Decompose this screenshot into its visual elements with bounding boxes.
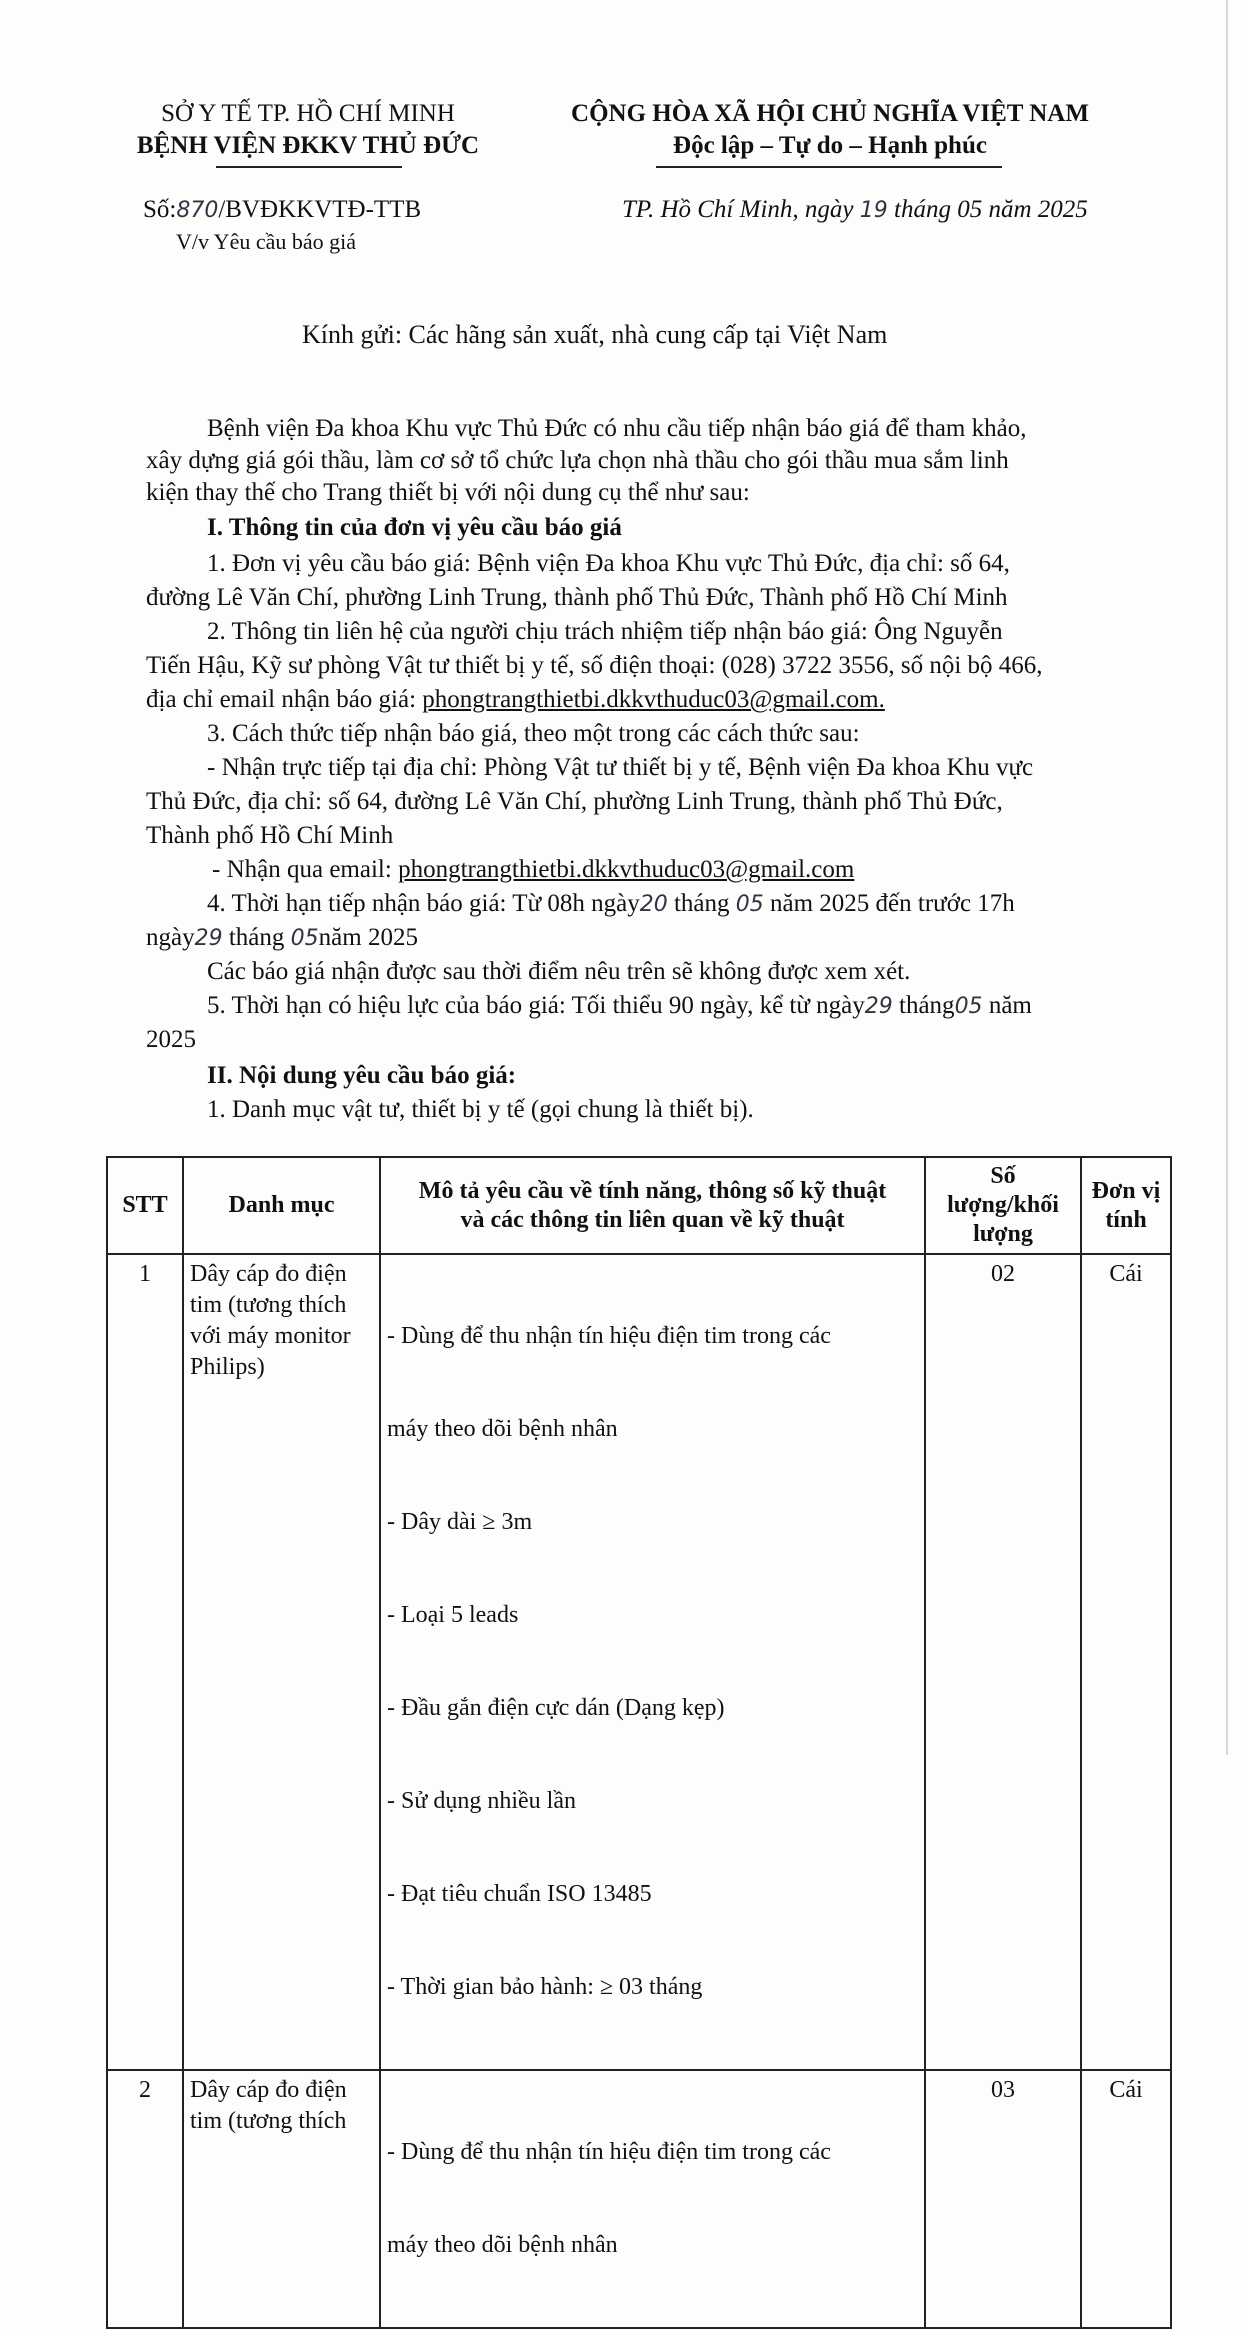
s1-p3-line-2: - Nhận trực tiếp tại địa chỉ: Phòng Vật tư thiết bị y tế, Bệnh viện Đa khoa Khu vực [207,754,1034,781]
row-desc: - Dùng để thu nhận tín hiệu điện tim trong các máy theo dõi bệnh nhân - Dây dài ≥ 3m - Loại 5 leads - Đầu gắn điện cực dán (Dạng kẹp) - Sử dụng nhiều lần - Đạt tiêu chuẩn ISO 13485 - Thời gian bảo hành: ≥ 03 tháng [380,1254,925,2070]
row-qty: 02 [925,1254,1081,2070]
col-name: Danh mục [183,1157,380,1254]
s1-p4-line-1: 4. Thời hạn tiếp nhận báo giá: Từ 08h ngày20 tháng 05 năm 2025 đến trước 17h [207,890,1015,917]
salutation: Kính gửi: Các hãng sản xuất, nhà cung cấp tại Việt Nam [302,320,888,349]
row-stt: 2 [107,2070,183,2328]
table-row [107,2070,1171,2328]
doc-number: Số:870/BVĐKKVTĐ-TTB [143,196,422,223]
row-qty: 03 [925,2070,1081,2328]
s1-p5-line-2: 2025 [146,1026,196,1053]
row-unit: Cái [1081,1254,1171,2070]
s1-p3-line-3: Thủ Đức, địa chỉ: số 64, đường Lê Văn Chí, phường Linh Trung, thành phố Thủ Đức, [146,788,1003,815]
s1-p2-line-2: Tiến Hậu, Kỹ sư phòng Vật tư thiết bị y tế, số điện thoại: (028) 3722 3556, số nội bộ 466, [146,652,1043,679]
doc-subject: V/v Yêu cầu báo giá [176,229,357,254]
s1-p3-line-5: - Nhận qua email: phongtrangthietbi.dkkvthuduc03@gmail.com [212,856,855,883]
row-stt: 1 [107,1254,183,2070]
doc-date: TP. Hồ Chí Minh, ngày 19 tháng 05 năm 2025 [622,196,1088,223]
s1-p1-line-2: đường Lê Văn Chí, phường Linh Trung, thành phố Thủ Đức, Thành phố Hồ Chí Minh [146,584,1008,611]
row-name: Dây cáp đo điện tim (tương thích [183,2070,380,2328]
scan-edge [1226,0,1228,1755]
equipment-table [106,1156,1172,2329]
s1-p5-line-1: 5. Thời hạn có hiệu lực của báo giá: Tối thiểu 90 ngày, kể từ ngày29 tháng05 năm [207,992,1032,1019]
row-desc: - Dùng để thu nhận tín hiệu điện tim trong các máy theo dõi bệnh nhân [380,2070,925,2328]
section-2-title: II. Nội dung yêu cầu báo giá: [207,1062,517,1089]
doc-number-handwritten: 870 [176,198,219,223]
org-name: BỆNH VIỆN ĐKKV THỦ ĐỨC [136,132,480,159]
col-stt: STT [107,1157,183,1254]
intro-line-3: kiện thay thế cho Trang thiết bị với nội dung cụ thể như sau: [146,479,750,506]
nation-motto: Độc lập – Tự do – Hạnh phúc [673,132,987,159]
section-1-title: I. Thông tin của đơn vị yêu cầu báo giá [207,514,622,541]
s1-p4-line-2: ngày29 tháng 05năm 2025 [146,924,418,951]
date-handwritten: 19 [859,198,888,223]
col-desc: Mô tả yêu cầu về tính năng, thông số kỹ thuật và các thông tin liên quan về kỹ thuật [380,1157,925,1254]
table-row [107,1254,1171,2070]
contact-email-link[interactable]: phongtrangthietbi.dkkvthuduc03@gmail.com. [422,686,885,713]
table-header-row [107,1157,1171,1254]
s1-p2-line-1: 2. Thông tin liên hệ của người chịu trách nhiệm tiếp nhận báo giá: Ông Nguyễn [207,618,1003,645]
s1-p3-line-1: 3. Cách thức tiếp nhận báo giá, theo một trong các cách thức sau: [207,720,860,747]
row-unit: Cái [1081,2070,1171,2328]
col-unit: Đơn vị tính [1081,1157,1171,1254]
col-qty: Số lượng/khối lượng [925,1157,1081,1254]
nation-title: CỘNG HÒA XÃ HỘI CHỦ NGHĨA VIỆT NAM [571,100,1089,127]
org-parent: SỞ Y TẾ TP. HỒ CHÍ MINH [161,100,455,127]
motto-underline [656,166,1002,168]
s1-p4-note: Các báo giá nhận được sau thời điểm nêu trên sẽ không được xem xét. [207,958,911,985]
intro-line-1: Bệnh viện Đa khoa Khu vực Thủ Đức có nhu cầu tiếp nhận báo giá để tham khảo, [207,415,1027,442]
s1-p1-line-1: 1. Đơn vị yêu cầu báo giá: Bệnh viện Đa khoa Khu vực Thủ Đức, địa chỉ: số 64, [207,550,1010,577]
row-name: Dây cáp đo điện tim (tương thích với máy monitor Philips) [183,1254,380,2070]
s1-p3-line-4: Thành phố Hồ Chí Minh [146,822,394,849]
intro-line-2: xây dựng giá gói thầu, làm cơ sở tổ chức lựa chọn nhà thầu cho gói thầu mua sắm linh [146,447,1009,474]
submit-email-link[interactable]: phongtrangthietbi.dkkvthuduc03@gmail.com [398,856,855,883]
s1-p2-line-3: địa chỉ email nhận báo giá: phongtrangthietbi.dkkvthuduc03@gmail.com. [146,686,885,713]
s2-sub-1: 1. Danh mục vật tư, thiết bị y tế (gọi chung là thiết bị). [207,1096,754,1123]
org-underline [216,166,402,168]
